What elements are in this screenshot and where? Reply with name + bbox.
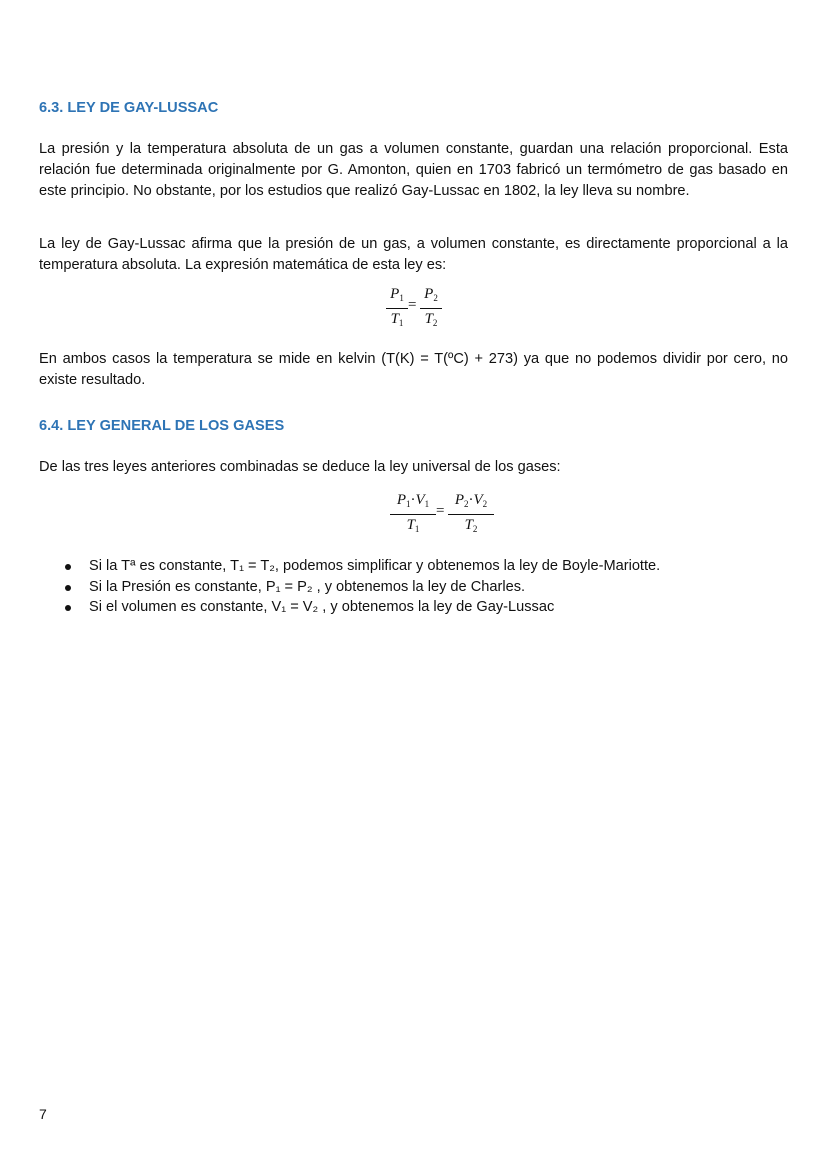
fraction-p2v2-t2: $\frac{P_2\cdot V_2}{T_2}$	[448, 492, 494, 538]
paragraph-kelvin-note: En ambos casos la temperatura se mide en kelvin (T(K) = T(ºC) + 273) ya que no podemos dividir por cero, no existe resultado.	[39, 351, 788, 388]
list-item: Si la Tª es constante, T₁ = T₂, podemos simplificar y obtenemos la ley de Boyle-Mariotte.	[39, 556, 799, 577]
bullet-list-special-cases	[39, 556, 799, 618]
fraction-p1-t1: $\frac{P_1}{T_1}$	[386, 286, 408, 332]
paragraph-gay-lussac-intro: La presión y la temperatura absoluta de un gas a volumen constante, guardan una relación proporcional. Esta relación fue determinada originalmente por G. Amonton, quien en 1703 fabricó un termómetro de gas basado en este principio. No obstante, por los estudios que realizó Gay-Lussac en 1802, la ley lleva su nombre.	[39, 141, 788, 199]
fraction-p1v1-t1: $\frac{P_1\cdot V_1}{T_1}$	[390, 492, 436, 538]
bullet-icon	[65, 585, 71, 591]
equals-sign: =	[408, 297, 417, 313]
bullet-icon	[65, 564, 71, 570]
general-gas-law-formula	[390, 492, 500, 540]
fraction-p2-t2: $\frac{P_2}{T_2}$	[420, 286, 442, 332]
section-heading-gay-lussac: 6.3. LEY DE GAY-LUSSAC	[39, 100, 219, 116]
paragraph-general-law: De las tres leyes anteriores combinadas se deduce la ley universal de los gases:	[39, 459, 561, 475]
paragraph-gay-lussac-law: La ley de Gay-Lussac afirma que la presión de un gas, a volumen constante, es directamente proporcional a la temperatura absoluta. La expresión matemática de esta ley es:	[39, 236, 788, 273]
gay-lussac-formula	[386, 286, 446, 334]
page-number: 7	[39, 1106, 47, 1122]
bullet-icon	[65, 605, 71, 611]
list-item: Si el volumen es constante, V₁ = V₂ , y obtenemos la ley de Gay-Lussac	[39, 597, 799, 618]
equals-sign: =	[436, 503, 445, 519]
section-heading-general-law: 6.4. LEY GENERAL DE LOS GASES	[39, 418, 285, 434]
list-item: Si la Presión es constante, P₁ = P₂ , y obtenemos la ley de Charles.	[39, 577, 799, 598]
